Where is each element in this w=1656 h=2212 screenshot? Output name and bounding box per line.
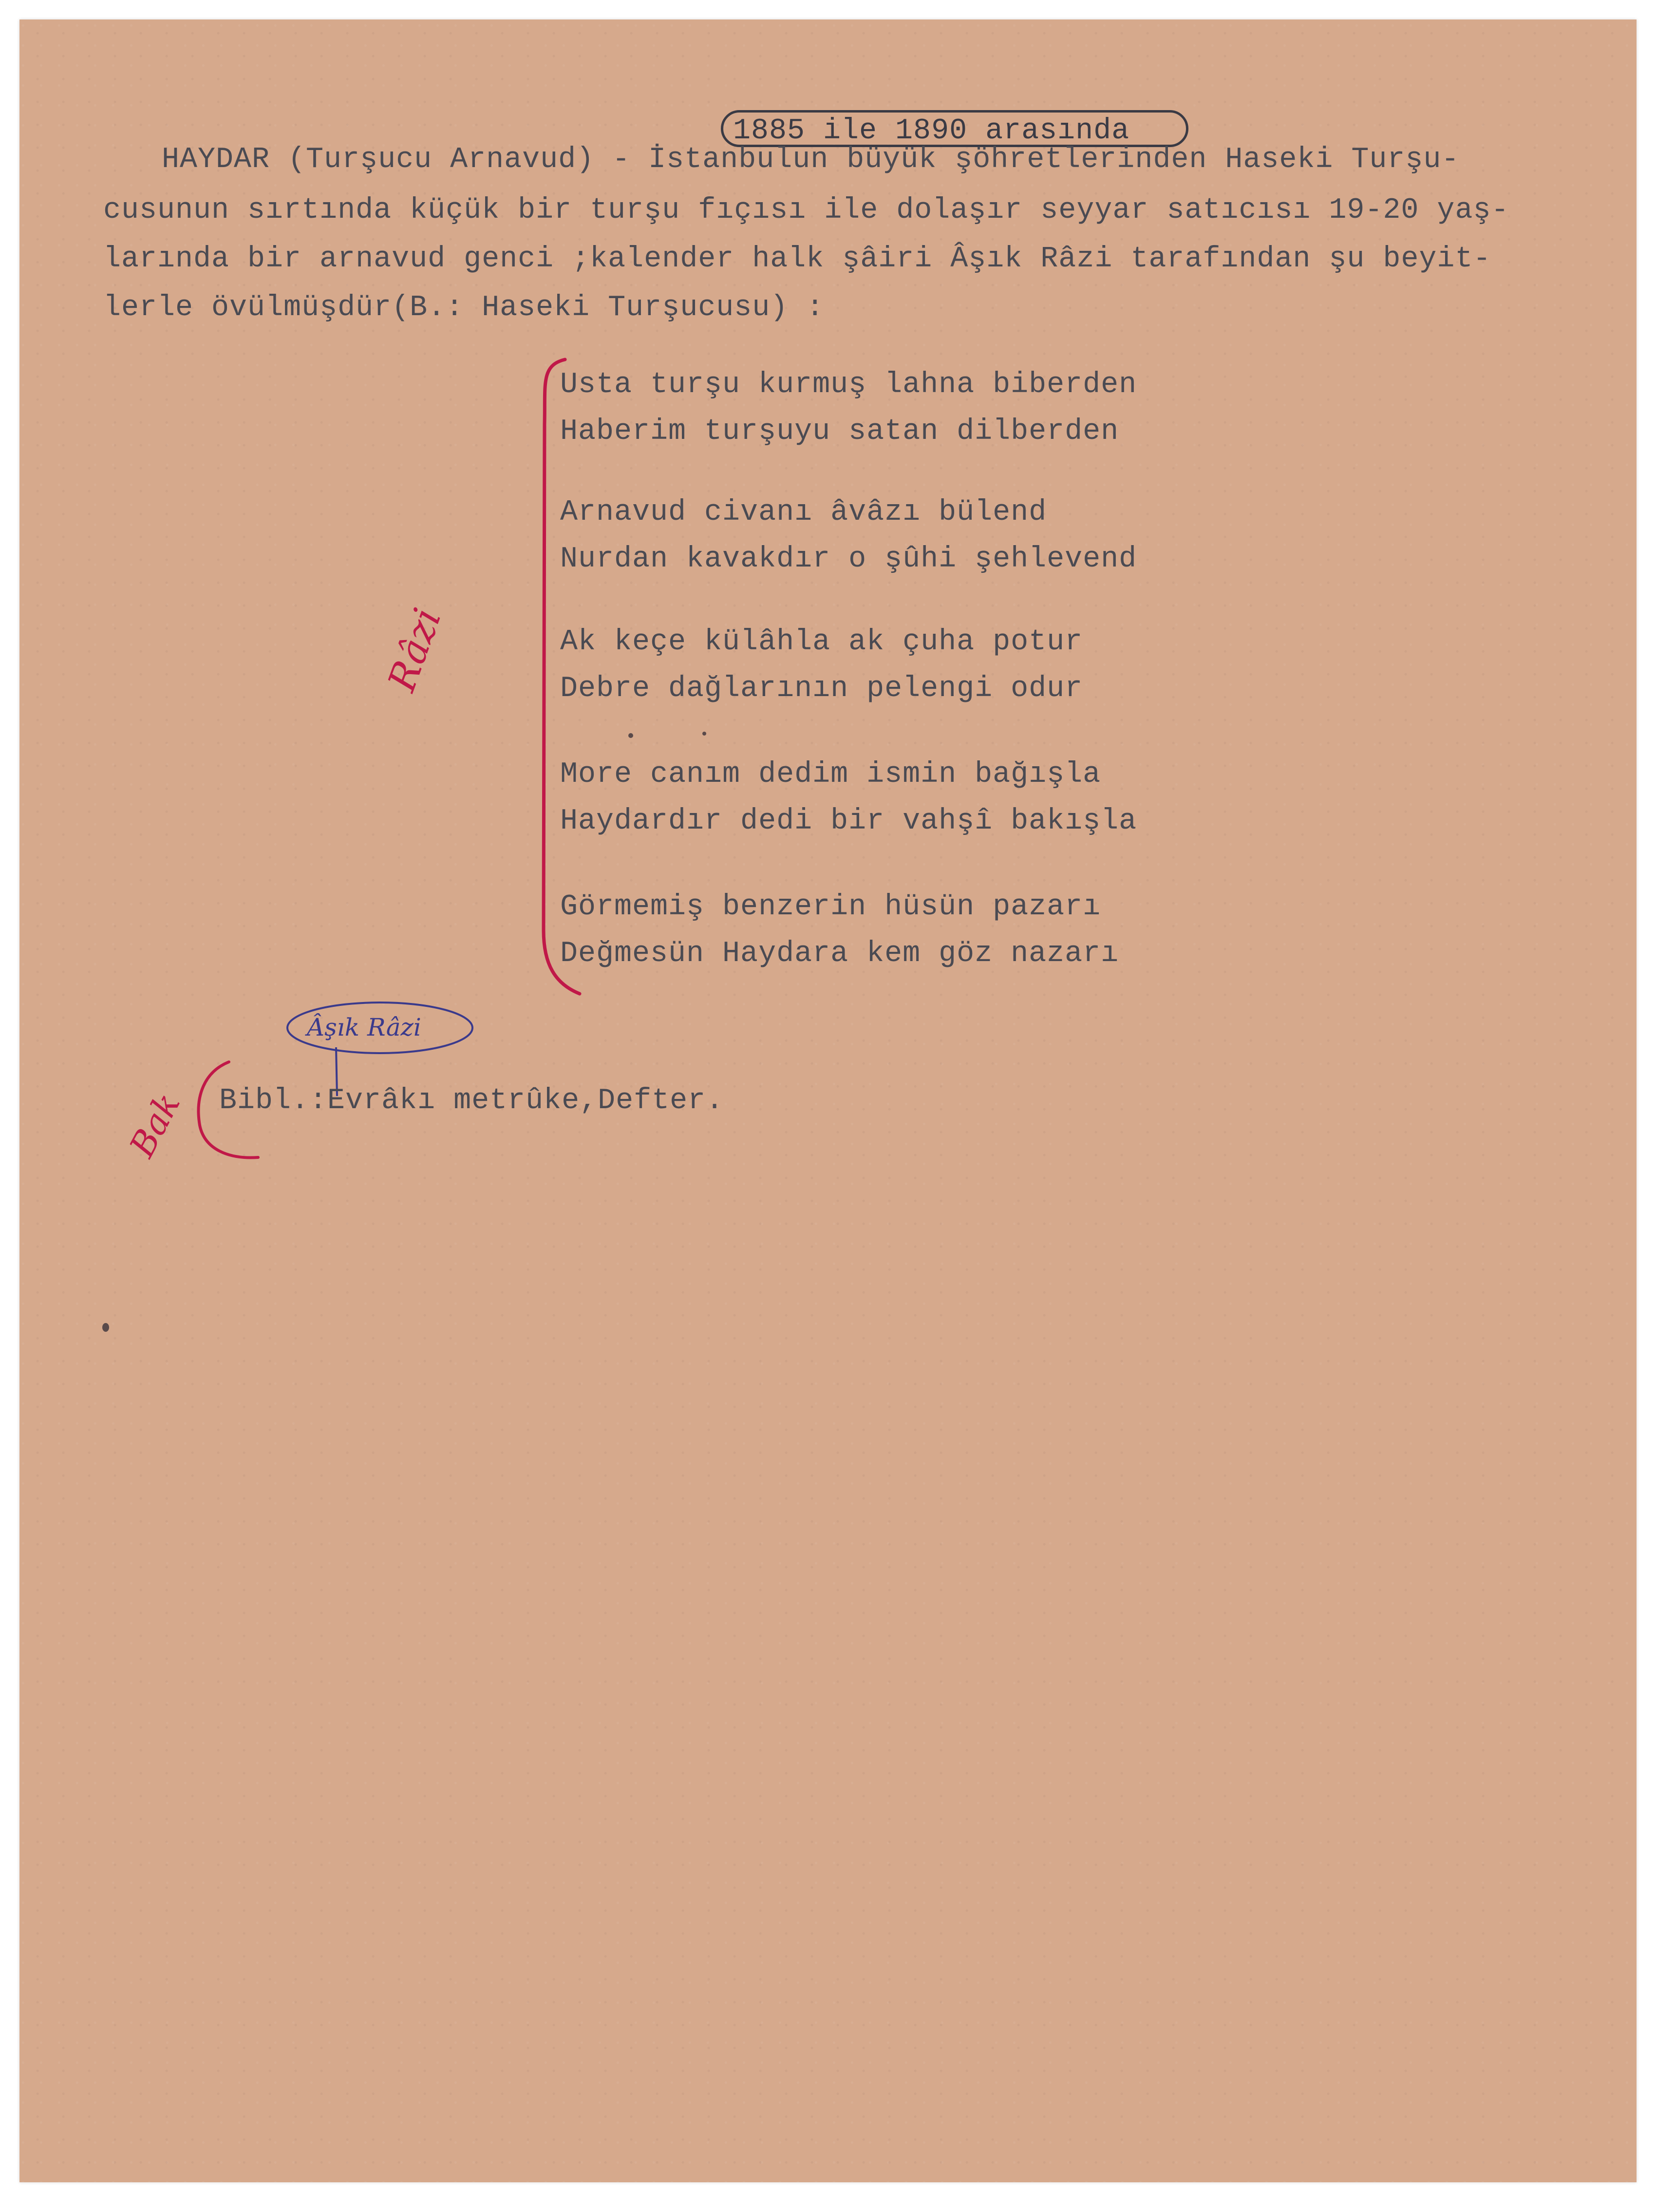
margin-note-bak: Bak: [122, 1086, 188, 1164]
verse-line-6: Debre dağlarının pelengi odur: [560, 672, 1083, 705]
bibliography-line: Bibl.:Evrâkı metrûke,Defter.: [219, 1084, 724, 1117]
entry-line-3: larında bir arnavud genci ;kalender halk şâiri Âşık Râzi tarafından şu beyit-: [103, 243, 1491, 276]
paper-speck: [102, 1323, 109, 1332]
entry-line-1: HAYDAR (Turşucu Arnavud) - İstanbulun büyük şöhretlerinden Haseki Turşu-: [162, 143, 1460, 176]
verse-line-9: Görmemiş benzerin hüsün pazarı: [560, 890, 1101, 924]
verse-line-3: Arnavud civanı âvâzı bülend: [560, 496, 1047, 529]
paper-speck: [628, 733, 633, 738]
verse-line-7: More canım dedim ismin bağışla: [560, 758, 1101, 791]
verse-line-10: Değmesün Haydara kem göz nazarı: [560, 937, 1119, 970]
verse-line-2: Haberim turşuyu satan dilberden: [560, 415, 1119, 448]
document-page: [19, 19, 1637, 2182]
verse-line-1: Usta turşu kurmuş lahna biberden: [560, 368, 1137, 401]
margin-note-razi: Râzi: [380, 603, 450, 697]
entry-line-2: cusunun sırtında küçük bir turşu fıçısı ile dolaşır seyyar satıcısı 19-20 yaş-: [103, 194, 1509, 227]
verse-line-8: Haydardır dedi bir vahşî bakışla: [560, 805, 1137, 838]
entry-line-4: lerle övülmüşdür(B.: Haseki Turşucusu) :: [103, 291, 825, 324]
paper-speck: [702, 732, 706, 736]
verse-line-4: Nurdan kavakdır o şûhi şehlevend: [560, 543, 1137, 576]
date-box: [721, 110, 1188, 147]
date-box-text: 1885 ile 1890 arasında: [733, 114, 1130, 148]
verse-line-5: Ak keçe külâhla ak çuha potur: [560, 625, 1083, 659]
circled-note-asik-razi: Âşık Râzi: [307, 1013, 421, 1041]
